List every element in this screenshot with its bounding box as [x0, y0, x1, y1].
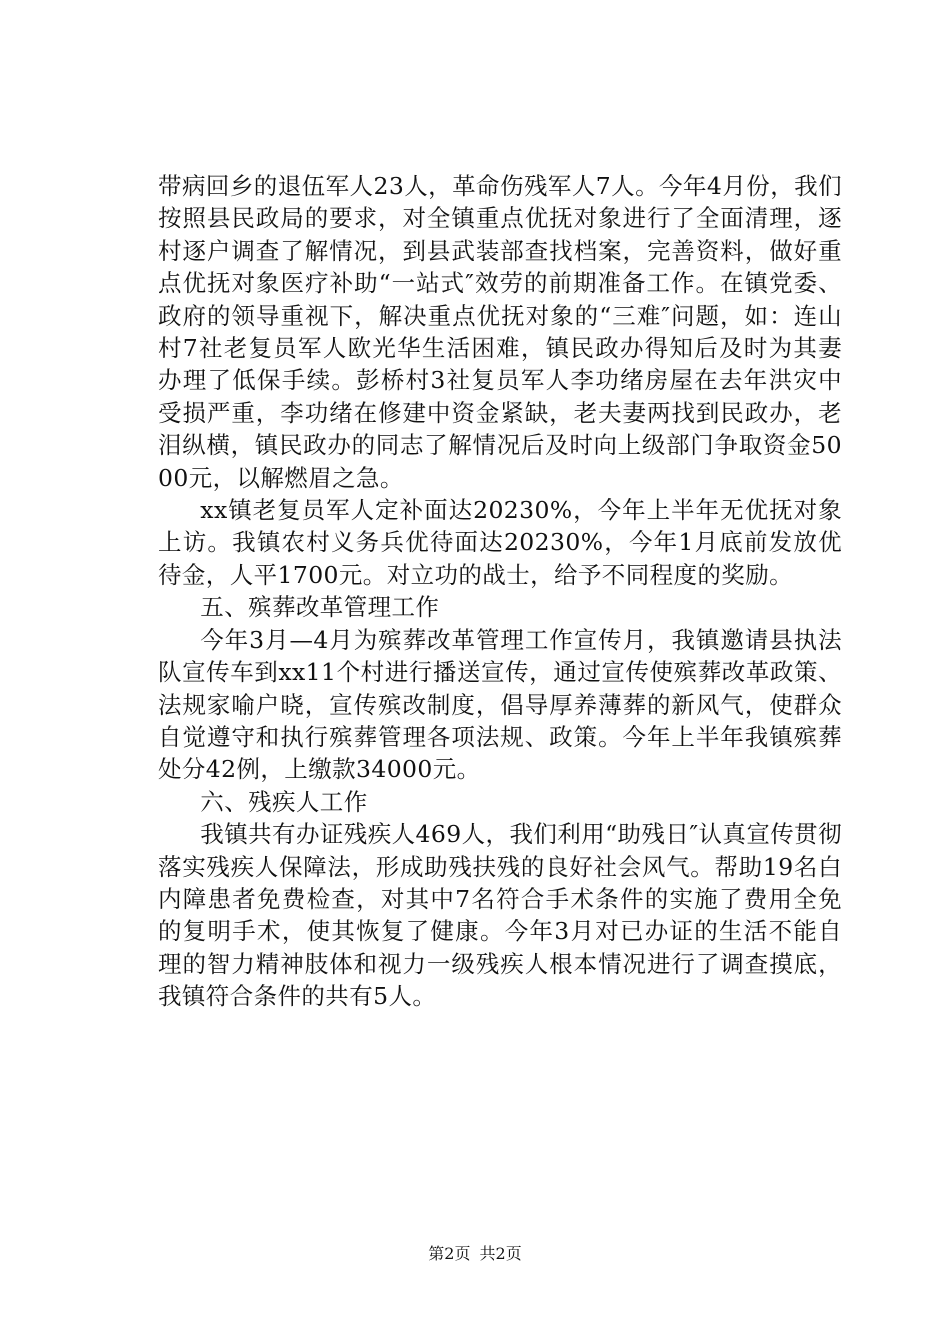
section-heading-funeral-reform: 五、殡葬改革管理工作	[200, 593, 440, 622]
page-footer	[0, 1244, 950, 1264]
section-heading-disabled-persons: 六、残疾人工作	[200, 787, 368, 816]
paragraph-continuation: 带病回乡的退伍军人23人，革命伤残军人7人。今年4月份，我们按照县民政局的要求，对全镇重点优抚对象进行了全面清理，逐村逐户调查了解情况，到县武装部查找档案，完善资料，做好重点优抚对象医疗补助“一站式″效劳的前期准备工作。在镇党委、政府的领导重视下，解决重点优抚对象的“三难″问题，如：连山村7社老复员军人欧光华生活困难，镇民政办得知后及时为其妻办理了低保手续。彭桥村3社复员军人李功绪房屋在去年洪灾中受损严重，李功绪在修建中资金紧缺，老夫妻两找到民政办，老泪纵横，镇民政办的同志了解情况后及时向上级部门争取资金5000元，以解燃眉之急。	[158, 172, 842, 492]
page-number: 第2页	[428, 1244, 471, 1263]
document-body	[158, 170, 842, 1013]
page-total: 共2页	[479, 1244, 522, 1263]
paragraph-funeral-reform: 今年3月—4月为殡葬改革管理工作宣传月，我镇邀请县执法队宣传车到xx11个村进行播送宣传，通过宣传使殡葬改革政策、法规家喻户晓，宣传殡改制度，倡导厚养薄葬的新风气，使群众自觉遵守和执行殡葬管理各项法规、政策。今年上半年我镇殡葬处分42例，上缴款34000元。	[158, 625, 842, 784]
paragraph-preferential-treatment: xx镇老复员军人定补面达20230%，今年上半年无优抚对象上访。我镇农村义务兵优待面达20230%，今年1月底前发放优待金，人平1700元。对立功的战士，给予不同程度的奖励。	[158, 496, 842, 589]
paragraph-disabled-persons: 我镇共有办证残疾人469人，我们利用“助残日″认真宣传贯彻落实残疾人保障法，形成助残扶残的良好社会风气。帮助19名白内障患者免费检查，对其中7名符合手术条件的实施了费用全免的复明手术，使其恢复了健康。今年3月对已办证的生活不能自理的智力精神肢体和视力一级残疾人根本情况进行了调查摸底，我镇符合条件的共有5人。	[158, 820, 842, 1011]
